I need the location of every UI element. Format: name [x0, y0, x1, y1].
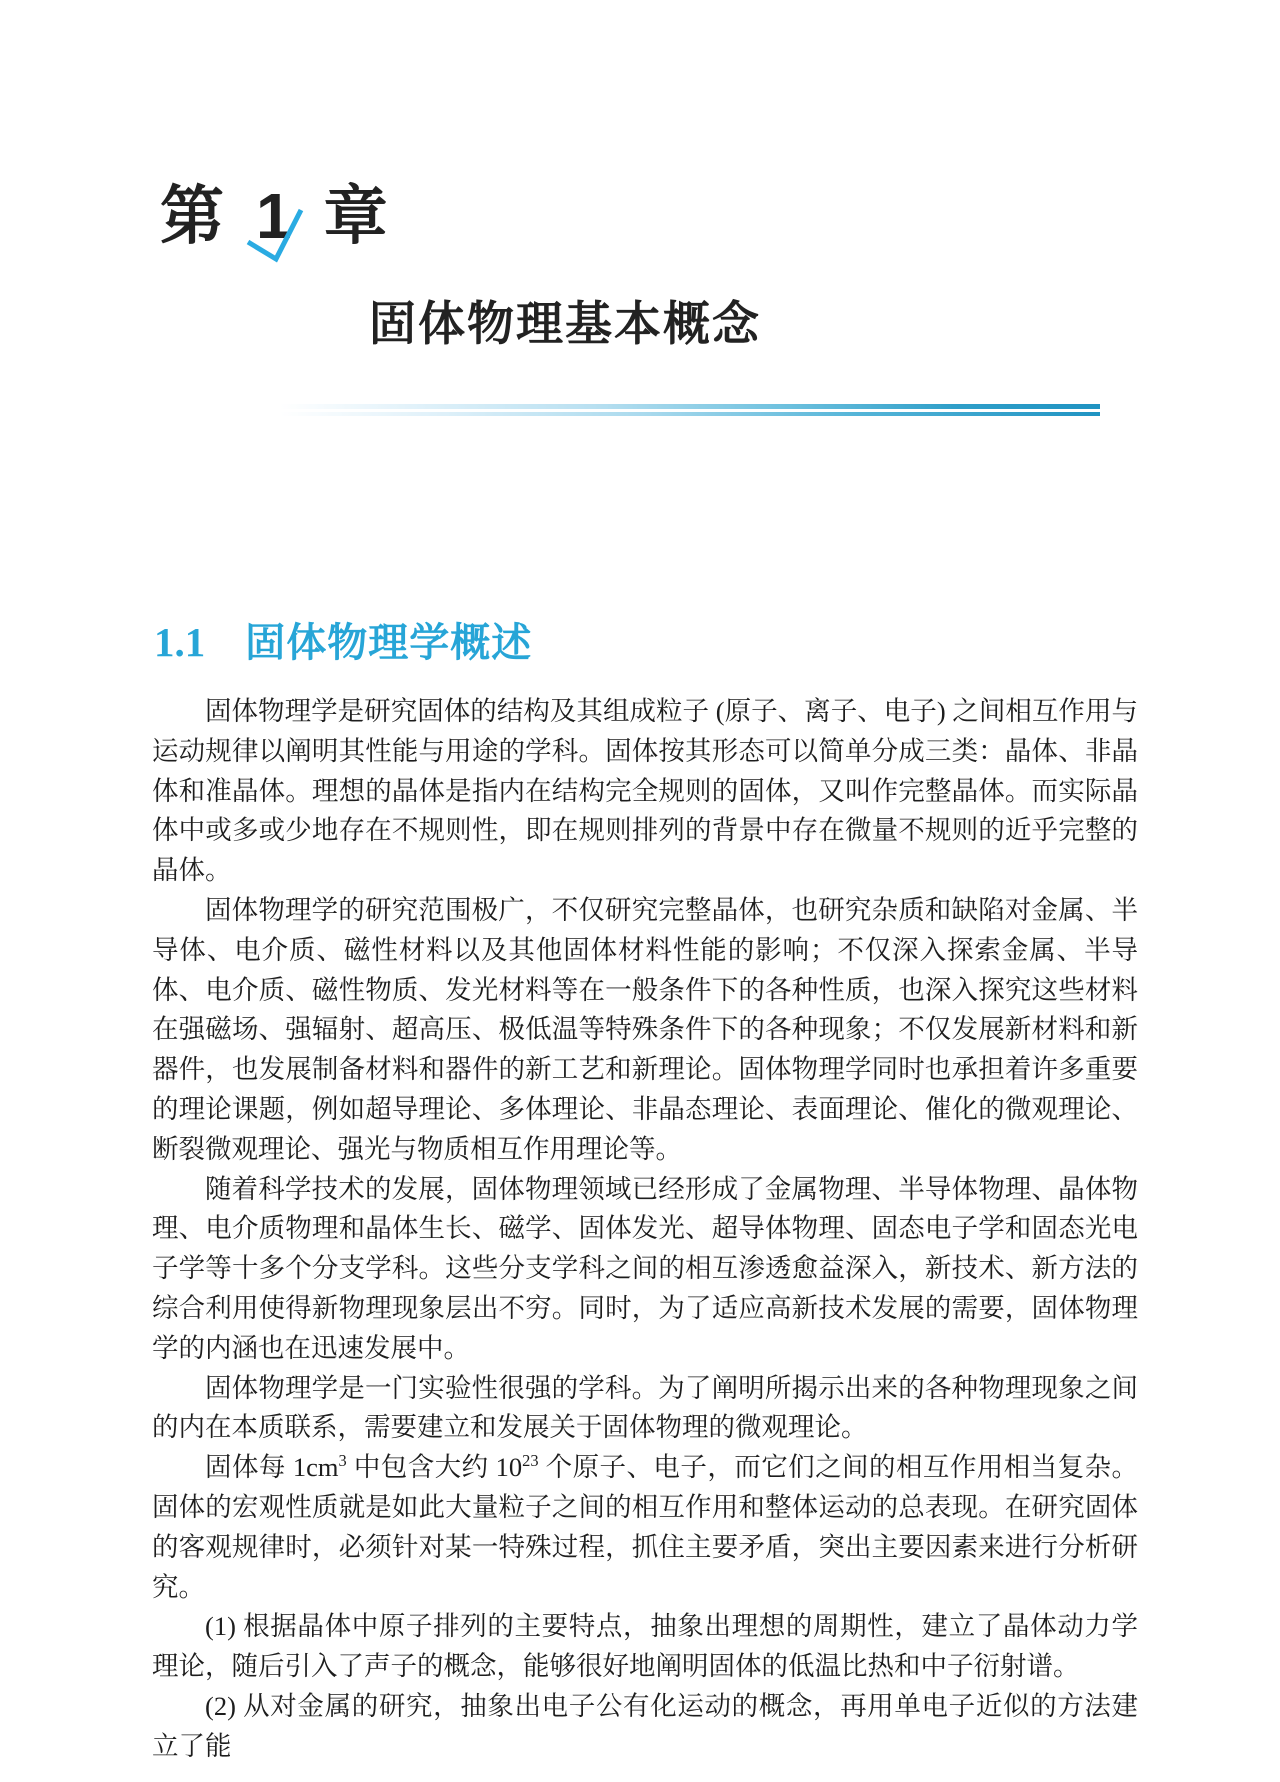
chapter-number: 1	[256, 180, 292, 252]
chapter-suffix: 章	[323, 180, 388, 252]
section-heading	[154, 618, 532, 667]
paragraph	[152, 891, 1138, 1170]
text-run: 固体物理学的研究范围极广，不仅研究完整晶体，也研究杂质和缺陷对金属、半导体、电介质、磁性材料以及其他固体材料性能的影响；不仅深入探索金属、半导体、电介质、磁性物质、发光材料等在一般条件下的各种性质，也深入探究这些材料在强磁场、强辐射、超高压、极低温等特殊条件下的各种现象；不仅发展新材料和新器件，也发展制备材料和器件的新工艺和新理论。固体物理学同时也承担着许多重要的理论课题，例如超导理论、多体理论、非晶态理论、表面理论、催化的微观理论、断裂微观理论、强光与物质相互作用理论等。	[152, 894, 1138, 1164]
paragraph	[152, 1607, 1138, 1687]
paragraph	[152, 1687, 1138, 1767]
chapter-title: 固体物理基本概念	[369, 297, 761, 350]
paragraph	[152, 692, 1138, 891]
text-run: 个原子、电子，而它们之间的相互作用相当复杂。固体的宏观性质就是如此大量粒子之间的相互作用和整体运动的总表现。在研究固体的客观规律时，必须针对某一特殊过程，抓住主要矛盾，突出主要因素来进行分析研究。	[152, 1452, 1139, 1602]
section-title: 固体物理学概述	[245, 620, 533, 665]
chapter-number-wrap	[252, 180, 296, 252]
superscript: 3	[338, 1451, 347, 1471]
title-divider-rule	[280, 404, 1100, 416]
text-run: 中包含大约 10	[346, 1452, 523, 1483]
divider-stroke-bottom	[280, 412, 1100, 416]
paragraph	[152, 1448, 1138, 1607]
text-run: 固体物理学是一门实验性很强的学科。为了阐明所揭示出来的各种物理现象之间的内在本质联系，需要建立和发展关于固体物理的微观理论。	[152, 1372, 1138, 1443]
text-run: 固体每 1cm	[205, 1452, 339, 1483]
text-run: (2) 从对金属的研究，抽象出电子公有化运动的概念，再用单电子近似的方法建立了能	[152, 1690, 1138, 1761]
text-run: (1) 根据晶体中原子排列的主要特点，抽象出理想的周期性，建立了晶体动力学理论，随后引入了声子的概念，能够很好地阐明固体的低温比热和中子衍射谱。	[152, 1611, 1138, 1682]
chapter-prefix: 第	[160, 180, 224, 252]
superscript: 23	[522, 1451, 539, 1471]
chapter-header	[160, 180, 388, 252]
chapter-check-mark-icon	[246, 208, 306, 264]
body-text	[152, 692, 1138, 1767]
paragraph	[152, 1369, 1138, 1449]
text-run: 随着科学技术的发展，固体物理领域已经形成了金属物理、半导体物理、晶体物理、电介质物理和晶体生长、磁学、固体发光、超导体物理、固态电子学和固态光电子学等十多个分支学科。这些分支学科之间的相互渗透愈益深入，新技术、新方法的综合利用使得新物理现象层出不穷。同时，为了适应高新技术发展的需要，固体物理学的内涵也在迅速发展中。	[152, 1173, 1138, 1363]
section-number: 1.1	[154, 619, 206, 665]
text-run: 固体物理学是研究固体的结构及其组成粒子 (原子、离子、电子) 之间相互作用与运动规律以阐明其性能与用途的学科。固体按其形态可以简单分成三类：晶体、非晶体和准晶体。理想的晶体是指内在结构完全规则的固体，又叫作完整晶体。而实际晶体中或多或少地存在不规则性，即在规则排列的背景中存在微量不规则的近乎完整的晶体。	[152, 696, 1138, 886]
paragraph	[152, 1170, 1138, 1369]
